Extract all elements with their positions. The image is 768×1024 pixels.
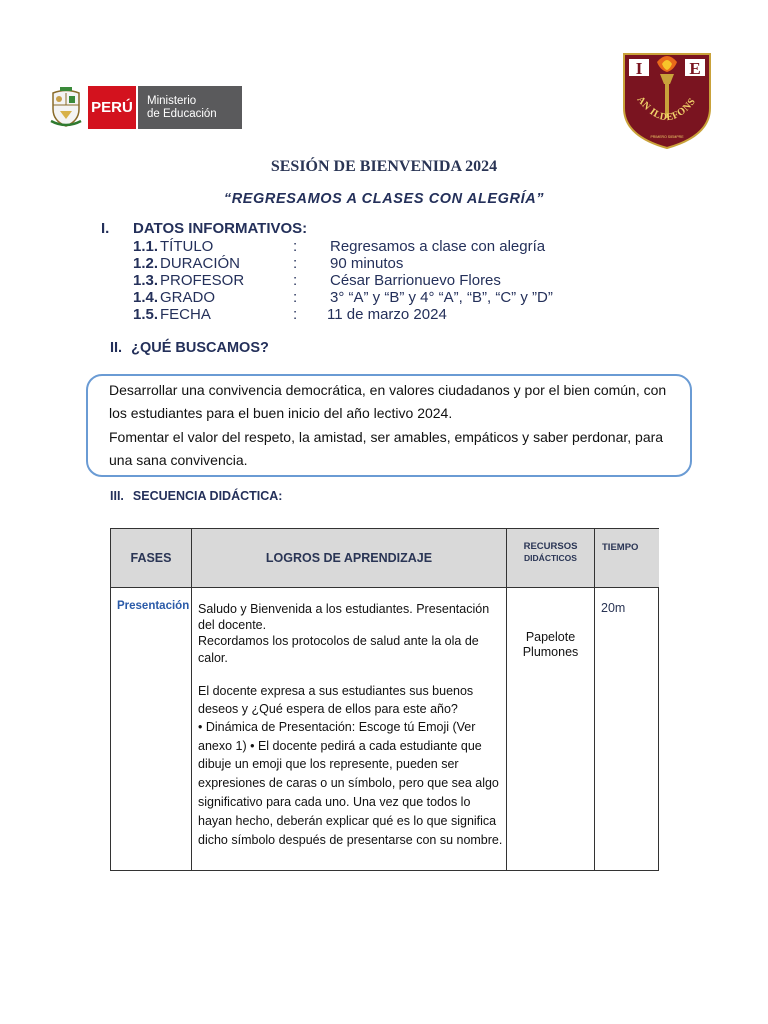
info-num: 1.4. [133,289,159,306]
info-colon: : [293,272,298,289]
section2-number: II. [110,340,123,356]
column-divider [191,588,192,870]
peru-brand-label [88,86,136,129]
peru-coat-of-arms-logo [48,85,84,129]
info-value: Regresamos a clase con alegría [330,238,546,255]
section2-title: ¿QUÉ BUSCAMOS? [131,340,269,356]
info-label: GRADO [160,289,216,306]
recurso-item: Papelote [525,630,576,644]
info-label: PROFESOR [160,272,245,289]
ministry-line2: de Educación [147,107,217,120]
cell-logros [198,601,503,849]
section3-heading [110,489,282,503]
cell-recursos [507,630,594,660]
logros-paragraph: El docente expresa a sus estudiantes sus buenos deseos y ¿Qué espera de ellos para este año? [198,683,474,716]
info-label: FECHA [160,306,211,323]
crest-initial-e: E [689,59,701,78]
header-tiempo: TIEMPO [595,529,659,588]
page-title: SESIÓN DE BIENVENIDA 2024 [270,158,498,175]
info-num: 1.2. [133,255,159,272]
info-value: César Barrionuevo Flores [330,272,501,289]
ministry-line1: Ministerio [147,94,197,107]
header-logros: LOGROS DE APRENDIZAJE [192,529,507,588]
ministry-brand-label [138,86,242,129]
didactic-sequence-table [110,528,659,871]
peru-label: PERÚ [91,99,133,116]
info-value: 90 minutos [330,255,404,272]
recurso-item: Plumones [522,645,579,659]
info-colon: : [293,238,298,255]
objective-line: Fomentar el valor del respeto, la amistad, ser amables, empáticos y saber perdonar, para [109,429,664,445]
logros-paragraph: • Dinámica de Presentación: Escoge tú Emoji (Ver anexo 1) • El docente pedirá a cada estudiante que dibuje un emoji que los represente, pueden ser expresiones de caras o un símbolo, pero que sea algo significativo para cada uno. Una vez que todos lo hayan hecho, deberán explicar qué es lo que significa dicho símbolo después de presentarse con su nombre. [198,719,503,847]
column-divider [594,588,595,870]
section1-number: I. [101,220,110,237]
info-num: 1.1. [133,238,159,255]
objective-line: los estudiantes para el buen inicio del año lectivo 2024. [109,405,453,421]
info-value: 11 de marzo 2024 [327,306,447,323]
school-crest-logo [622,50,712,150]
crest-motto: PRIMERO SIEMPRE [650,135,684,139]
crest-school-name: AN ILDEFONS [634,94,699,124]
info-num: 1.3. [133,272,159,289]
objective-line: una sana convivencia. [109,452,248,468]
info-colon: : [293,306,298,323]
objective-line: Desarrollar una convivencia democrática, en valores ciudadanos y por el bien común, con [109,382,667,398]
page-subtitle: “REGRESAMOS A CLASES CON ALEGRÍA” [223,191,545,207]
info-colon: : [293,289,298,306]
cell-tiempo: 20m [601,601,626,615]
logros-paragraph: Saludo y Bienvenida a los estudiantes. Presentación del docente. [198,602,490,633]
header-recursos [507,529,595,588]
section1-title: DATOS INFORMATIVOS: [133,220,308,237]
info-colon: : [293,255,298,272]
header-recursos-line1: RECURSOS [523,541,578,552]
info-label: DURACIÓN [160,255,241,272]
info-value: 3° “A” y “B” y 4° “A”, “B”, “C” y ”D” [330,289,553,306]
section2-heading [110,340,269,356]
crest-initial-i: I [635,59,643,78]
header-fases: FASES [111,529,192,588]
info-num: 1.5. [133,306,159,323]
cell-fase: Presentación [117,600,190,612]
section3-title: SECUENCIA DIDÁCTICA: [132,489,283,503]
logros-paragraph: Recordamos los protocolos de salud ante la ola de calor. [198,634,479,665]
section3-number: III. [110,489,124,503]
header-recursos-line2: DIDÁCTICOS [524,552,577,563]
info-label: TÍTULO [160,238,214,255]
